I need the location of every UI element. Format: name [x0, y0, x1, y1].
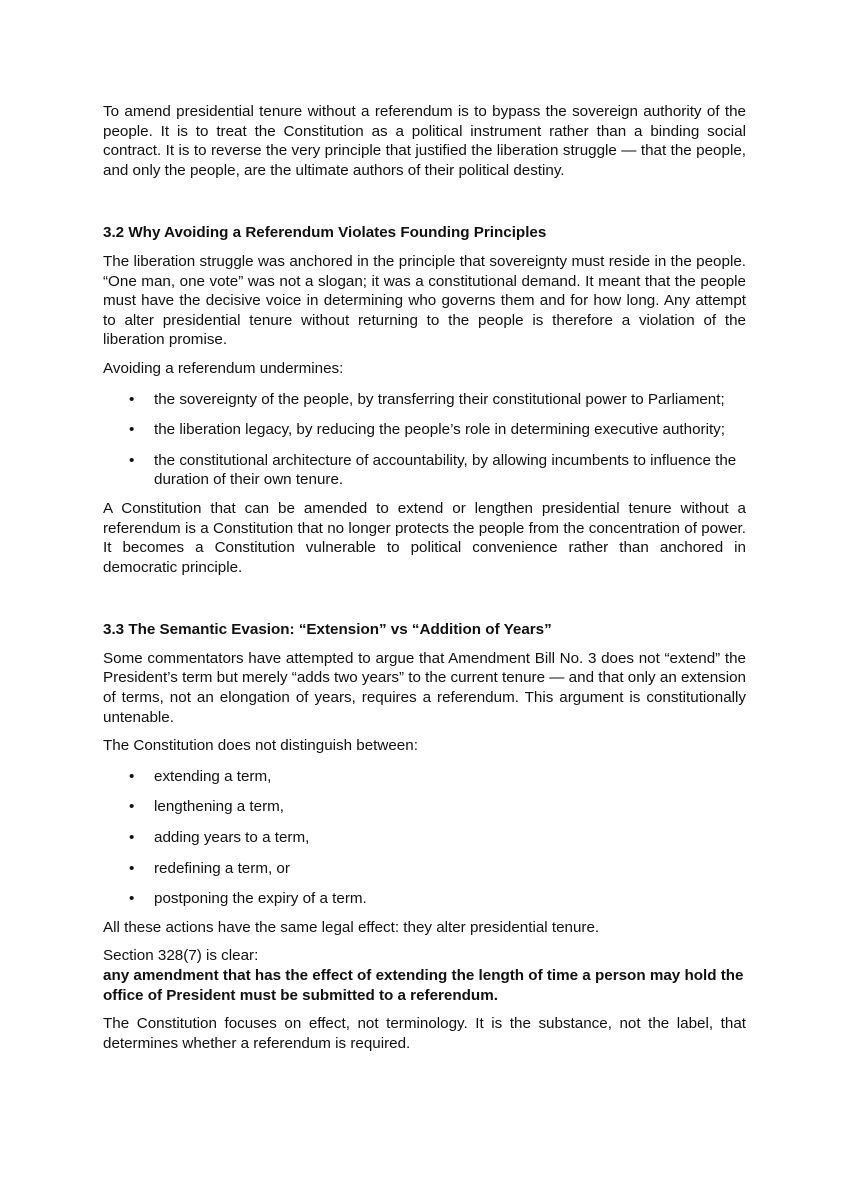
bullet-icon: • — [129, 451, 135, 469]
list-item-text: the sovereignty of the people, by transferring their constitutional power to Parliament; — [154, 390, 725, 408]
bold-quote: any amendment that has the effect of extending the length of time a person may hold the office of President must be submitted to a referendum. — [103, 967, 744, 1004]
bullet-icon: • — [129, 829, 135, 847]
section-3-2-bullet-list — [103, 390, 746, 490]
intro-paragraph: To amend presidential tenure without a referendum is to bypass the sovereign authority of the people. It is to treat the Constitution as a political instrument rather than a binding social contract. It is to reverse the very principle that justified the liberation struggle — that the people, and only the people, are the ultimate authors of their political destiny. — [103, 103, 746, 179]
section-3-2-paragraph-1: The liberation struggle was anchored in the principle that sovereignty must reside in the people. “One man, one vote” was not a slogan; it was a constitutional demand. It meant that the people must have the decisive voice in determining who governs them and for how long. Any attempt to alter presidential tenure without returning to the people is therefore a violation of the liberation promise. — [103, 252, 746, 349]
list-item — [103, 420, 746, 440]
section-3-3-paragraph-2: All these actions have the same legal effect: they alter presidential tenure. — [103, 918, 600, 936]
list-item — [103, 859, 746, 879]
list-item-text: postponing the expiry of a term. — [154, 890, 367, 908]
list-item — [103, 451, 746, 490]
list-item — [103, 767, 746, 787]
section-3-3-bullet-list — [103, 767, 746, 909]
list-item-text: the constitutional architecture of accountability, by allowing incumbents to influence the duration of their own tenure. — [154, 451, 737, 489]
section-3-2-heading: 3.2 Why Avoiding a Referendum Violates Founding Principles — [103, 224, 547, 242]
list-item — [103, 390, 746, 410]
section-3-3-list-intro: The Constitution does not distinguish between: — [103, 737, 418, 755]
section-reference: Section 328(7) is clear: — [103, 947, 259, 965]
bullet-icon: • — [129, 859, 135, 877]
section-3-3-paragraph-3: The Constitution focuses on effect, not terminology. It is the substance, not the label, that determines whether a referendum is required. — [103, 1015, 746, 1052]
bullet-icon: • — [129, 390, 135, 408]
list-item-text: lengthening a term, — [154, 798, 285, 816]
list-item-text: the liberation legacy, by reducing the people’s role in determining executive authority; — [154, 421, 725, 439]
bullet-icon: • — [129, 798, 135, 816]
list-item-text: extending a term, — [154, 767, 272, 785]
bullet-icon: • — [129, 767, 135, 785]
section-3-3-heading: 3.3 The Semantic Evasion: “Extension” vs “Addition of Years” — [103, 621, 552, 639]
section-3-2-list-intro: Avoiding a referendum undermines: — [103, 359, 344, 377]
bullet-icon: • — [129, 890, 135, 908]
section-3-2-paragraph-2: A Constitution that can be amended to extend or lengthen presidential tenure without a referendum is a Constitution that no longer protects the people from the concentration of power. It becomes a Constitution vulnerable to political convenience rather than anchored in democratic principle. — [103, 499, 746, 576]
section-3-3-paragraph-1: Some commentators have attempted to argue that Amendment Bill No. 3 does not “extend” the President’s term but merely “adds two years” to the current tenure — and that only an extension of terms, not an elongation of years, requires a referendum. This argument is constitutionally untenable. — [103, 649, 746, 726]
list-item-text: redefining a term, or — [154, 859, 290, 877]
bullet-icon: • — [129, 421, 135, 439]
list-item-text: adding years to a term, — [154, 829, 310, 847]
list-item — [103, 889, 746, 909]
list-item — [103, 828, 746, 848]
list-item — [103, 797, 746, 817]
